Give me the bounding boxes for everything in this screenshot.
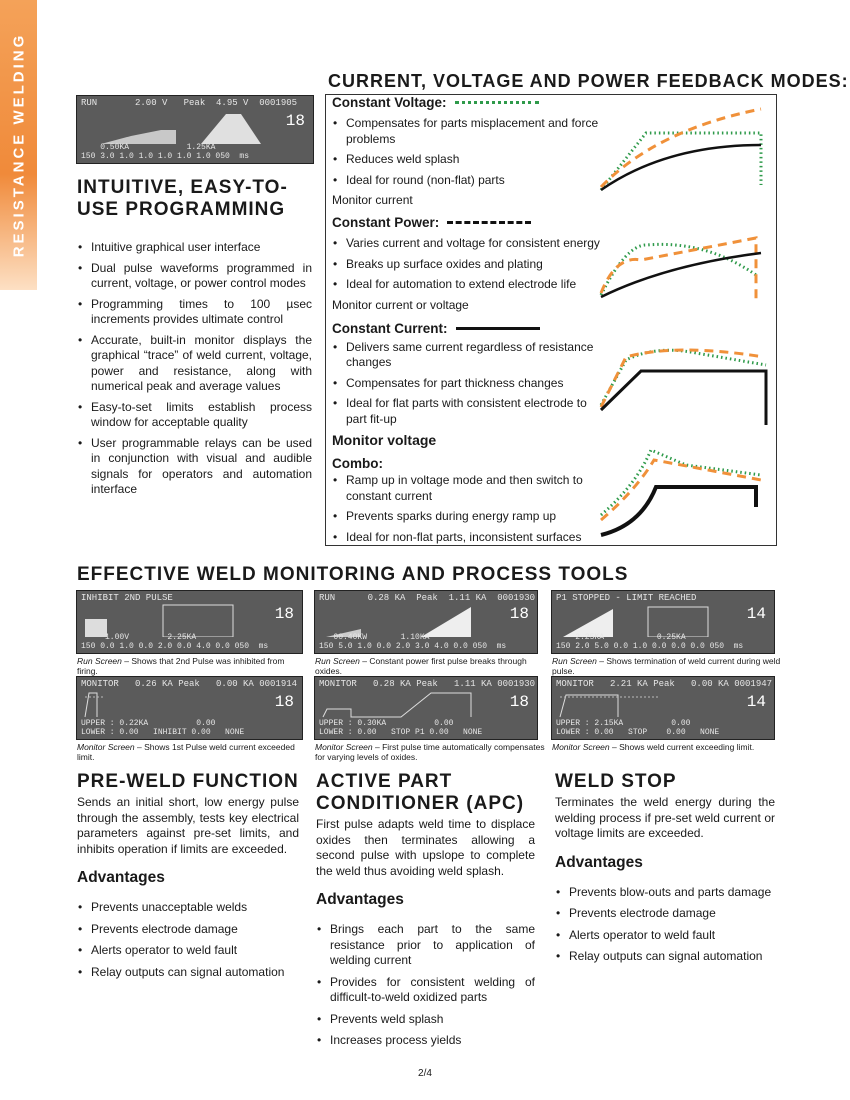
list-item: • Ideal for automation to extend electrode life bbox=[332, 277, 602, 293]
screen-count: 18 bbox=[285, 112, 305, 130]
cc-waveform bbox=[601, 350, 766, 425]
intuitive-title: INTUITIVE, EASY-TO-USE PROGRAMMING bbox=[77, 177, 288, 220]
list-item: • Ramp up in voltage mode and then switch to constant current bbox=[332, 473, 602, 504]
intuitive-list bbox=[77, 240, 312, 498]
screen-status: RUN 2.00 V Peak 4.95 V 0001905 bbox=[81, 98, 298, 108]
cv-waveform bbox=[601, 109, 761, 190]
monitor-screen-2: MONITOR 0.28 KA Peak 1.11 KA 0001930 18 UPPER : 0.30KA 0.00 LOWER : 0.00 STOP P1 0.00 NONE bbox=[314, 676, 538, 740]
weldstop-section bbox=[555, 771, 775, 971]
list-item: • Ideal for non-flat parts, inconsistent surfaces bbox=[332, 530, 602, 546]
cp-waveform bbox=[601, 238, 761, 300]
preweld-title: PRE-WELD FUNCTION bbox=[77, 771, 299, 792]
list-item: • Relay outputs can signal automation bbox=[77, 965, 299, 981]
caption: Monitor Screen – First pulse time automatically compensates for varying levels of oxides. bbox=[315, 742, 545, 762]
mode-monitor: Monitor voltage bbox=[332, 432, 437, 448]
list-item: • User programmable relays can be used in conjunction with visual and audible signals for operators and automation interface bbox=[77, 436, 312, 498]
monitor-screen-1: MONITOR 0.26 KA Peak 0.00 KA 0001914 18 UPPER : 0.22KA 0.00 LOWER : 0.00 INHIBIT 0.00 NONE bbox=[76, 676, 303, 740]
screen-trace bbox=[81, 110, 281, 146]
advantages-heading: Advantages bbox=[316, 891, 404, 908]
feedback-text bbox=[332, 95, 602, 550]
mode-monitor: Monitor current or voltage bbox=[332, 297, 469, 312]
apc-title: ACTIVE PART CONDITIONER (APC) bbox=[316, 771, 525, 814]
list-item: • Increases process yields bbox=[316, 1033, 535, 1049]
feedback-title: CURRENT, VOLTAGE AND POWER FEEDBACK MODES: bbox=[328, 71, 849, 91]
apc-body: First pulse adapts weld time to displace oxides then terminates allowing a second pulse with upslope to complete the weld thus avoiding weld splash. bbox=[316, 817, 535, 878]
intuitive-screen bbox=[76, 95, 314, 164]
screen-values: 0.50KA 1.25KA 150 3.0 1.0 1.0 1.0 1.0 1.0 050 ms bbox=[81, 143, 250, 161]
caption: Run Screen – Shows termination of weld current during weld pulse. bbox=[552, 656, 781, 676]
list-item: • Easy-to-set limits establish process window for acceptable quality bbox=[77, 400, 312, 431]
run-screen-1: INHIBIT 2ND PULSE 18 1.00V 2.25KA 150 0.0 1.0 0.0 2.0 0.0 4.0 0.0 050 ms bbox=[76, 590, 303, 654]
run-screen-3: P1 STOPPED - LIMIT REACHED 14 2.25KA 0.25KA 150 2.0 5.0 0.0 1.0 0.0 0.0 0.0 050 ms bbox=[551, 590, 775, 654]
list-item: • Programming times to 100 µsec increments provides ultimate control bbox=[77, 297, 312, 328]
list-item: • Ideal for flat parts with consistent electrode to part fit-up bbox=[332, 396, 602, 427]
black-dashed-legend bbox=[447, 221, 531, 224]
advantages-heading: Advantages bbox=[77, 869, 165, 886]
monitor-screen-3: MONITOR 2.21 KA Peak 0.00 KA 0001947 14 UPPER : 2.15KA 0.00 LOWER : 0.00 STOP 0.00 NONE bbox=[551, 676, 775, 740]
mode-heading: Constant Power: bbox=[332, 215, 440, 230]
list-item: • Reduces weld splash bbox=[332, 152, 602, 168]
list-item: • Alerts operator to weld fault bbox=[555, 928, 775, 944]
monitoring-title: EFFECTIVE WELD MONITORING AND PROCESS TOOLS bbox=[77, 564, 629, 585]
list-item: • Prevents blow-outs and parts damage bbox=[555, 885, 775, 901]
mode-heading: Constant Voltage: bbox=[332, 95, 447, 110]
feedback-box bbox=[325, 94, 777, 546]
list-item: • Delivers same current regardless of resistance changes bbox=[332, 340, 602, 371]
green-dotted-legend bbox=[455, 101, 539, 104]
mode-monitor: Monitor current bbox=[332, 193, 413, 207]
list-item: • Provides for consistent welding of difficult-to-weld oxidized parts bbox=[316, 975, 535, 1006]
intuitive-section bbox=[77, 177, 312, 503]
weldstop-title: WELD STOP bbox=[555, 771, 677, 792]
preweld-body: Sends an initial short, low energy pulse through the assembly, tests key electrical parameters against pre-set limits, and inhibits operation if limits are exceeded. bbox=[77, 795, 299, 856]
list-item: • Relay outputs can signal automation bbox=[555, 949, 775, 965]
list-item: • Prevents unacceptable welds bbox=[77, 900, 299, 916]
mode-heading: Combo: bbox=[332, 456, 383, 471]
side-tab bbox=[0, 0, 37, 290]
list-item: • Compensates for part thickness changes bbox=[332, 376, 602, 392]
weldstop-body: Terminates the weld energy during the welding process if pre-set weld current or voltage limits are exceeded. bbox=[555, 795, 775, 840]
caption: Run Screen – Shows that 2nd Pulse was inhibited from firing. bbox=[77, 656, 285, 676]
list-item: • Prevents electrode damage bbox=[77, 922, 299, 938]
list-item: • Prevents sparks during energy ramp up bbox=[332, 509, 602, 525]
list-item: • Prevents electrode damage bbox=[555, 906, 775, 922]
list-item: • Prevents weld splash bbox=[316, 1012, 535, 1028]
list-item: • Intuitive graphical user interface bbox=[77, 240, 312, 256]
list-item: • Varies current and voltage for consistent energy bbox=[332, 236, 602, 252]
run-screen-2: RUN 0.28 KA Peak 1.11 KA 0001930 18 00.40KW 1.10KA 150 5.0 1.0 0.0 2.0 3.0 4.0 0.0 050 ms bbox=[314, 590, 538, 654]
black-solid-legend bbox=[456, 327, 540, 330]
side-tab-label: RESISTANCE WELDING bbox=[10, 32, 27, 258]
list-item: • Compensates for parts misplacement and force problems bbox=[332, 116, 602, 147]
list-item: • Ideal for round (non-flat) parts bbox=[332, 173, 602, 189]
list-item: • Brings each part to the same resistance prior to application of welding current bbox=[316, 922, 535, 969]
apc-section bbox=[316, 771, 535, 1055]
mode-heading: Constant Current: bbox=[332, 320, 448, 336]
page-number: 2/4 bbox=[418, 1068, 432, 1079]
advantages-heading: Advantages bbox=[555, 853, 643, 871]
list-item: • Alerts operator to weld fault bbox=[77, 943, 299, 959]
mode-waveforms bbox=[596, 95, 776, 545]
combo-waveform bbox=[601, 450, 761, 535]
list-item: • Breaks up surface oxides and plating bbox=[332, 257, 602, 273]
list-item: • Accurate, built-in monitor displays the graphical “trace” of weld current, voltage, power and resistance, along with numerical peak and average values bbox=[77, 333, 312, 395]
caption: Run Screen – Constant power first pulse breaks through oxides. bbox=[315, 656, 527, 676]
preweld-section bbox=[77, 771, 299, 986]
caption: Monitor Screen – Shows weld current exceeding limit. bbox=[552, 742, 755, 752]
list-item: • Dual pulse waveforms programmed in current, voltage, or power control modes bbox=[77, 261, 312, 292]
caption: Monitor Screen – Shows 1st Pulse weld current exceeded limit. bbox=[77, 742, 295, 762]
